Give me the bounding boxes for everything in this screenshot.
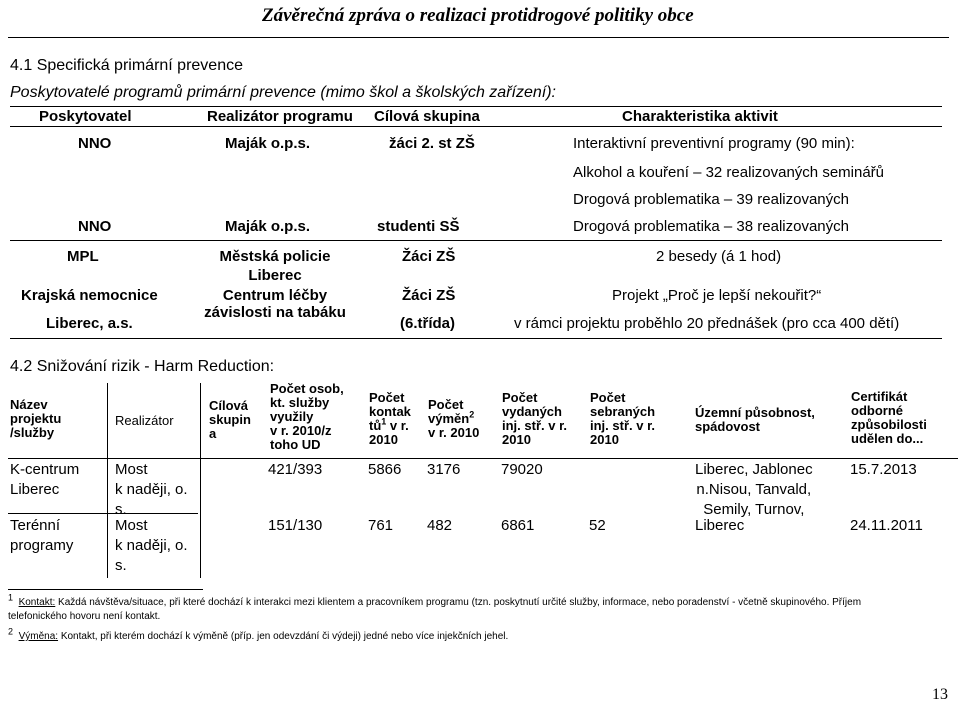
t41-row1-activity-2: Alkohol a kouření – 32 realizovaných seminářů [573, 164, 885, 181]
t42-col-exchanges: Počet výměn$^2$ v r. 2010 [428, 397, 480, 440]
t41-row2-provider: NNO [78, 218, 112, 235]
t42-row1-clients: 421/393 [268, 461, 323, 478]
section-41-subheading: Poskytovatelé programů primární prevence (mimo škol a školských zařízení): [10, 84, 556, 101]
t42-row2-cert: 24.11.2011 [850, 517, 923, 534]
t41-header-border [10, 126, 942, 127]
t42-row1-name: K-centrum Liberec [10, 461, 80, 498]
t42-row1-realizer: Most k naději, o. s. [115, 461, 188, 518]
t41-row3-activity: 2 besedy (á 1 hod) [656, 248, 782, 265]
t41-col-realizer: Realizátor programu [207, 108, 353, 125]
t41-col-activities: Charakteristika aktivit [622, 108, 778, 125]
t42-row2-contacts: 761 [368, 517, 394, 534]
t41-row2-target: studenti SŠ [377, 218, 460, 235]
t41-row2-realizer: Maják o.p.s. [225, 218, 311, 235]
t41-row1-target: žáci 2. st ZŠ [389, 135, 475, 152]
t41-row3-realizer-2: Liberec [248, 267, 302, 284]
t41-row2-activity: Drogová problematika – 38 realizovaných [573, 218, 849, 235]
t42-row2-issued: 6861 [501, 517, 535, 534]
t41-bottom-border [10, 338, 942, 339]
t42-col-territory: Územní působnost, spádovost [695, 405, 815, 434]
t42-col-contacts: Počet kontak $tů^1$ v r. 2010 [369, 390, 411, 447]
footnote-2: $^2$ Výměna: Kontakt, při kterém dochází k výměně (příp. jen odevzdání či výdeji) jedné nebo více injekčních jehel. [8, 626, 509, 642]
t42-row1-cert: 15.7.2013 [850, 461, 917, 478]
t42-header-border [8, 458, 958, 459]
section-41-heading: 4.1 Specifická primární prevence [10, 57, 243, 74]
t42-col-target: Cílová skupin a [209, 398, 251, 441]
t42-row1-contacts: 5866 [368, 461, 402, 478]
t41-row3-target: Žáci ZŠ [402, 248, 456, 265]
t41-row4-activity-2: v rámci projektu proběhlo 20 přednášek (pro cca 400 dětí) [514, 315, 900, 332]
t42-col-name: Název projektu /služby [10, 397, 62, 440]
section-42-heading: 4.2 Snižování rizik - Harm Reduction: [10, 358, 275, 375]
page-number: 13 [932, 686, 948, 703]
t42-col-clients: Počet osob, kt. služby využily v r. 2010/z toho UD [270, 381, 344, 452]
t42-row1-exchanges: 3176 [427, 461, 461, 478]
header-rule [8, 37, 949, 38]
t42-row2-name: Terénní programy [10, 517, 74, 554]
report-title: Závěrečná zpráva o realizaci protidrogové politiky obce [262, 5, 694, 26]
t41-col-target: Cílová skupina [374, 108, 480, 125]
t42-row2-exchanges: 482 [427, 517, 453, 534]
t41-row4-activity-1: Projekt „Proč je lepší nekouřit?“ [612, 287, 822, 304]
t42-row-border [8, 513, 198, 514]
t41-row4-realizer-2: závislosti na tabáku [204, 304, 346, 321]
t42-row1-issued: 79020 [501, 461, 543, 478]
t42-row1-territory: Liberec, Jablonec n.Nisou, Tanvald, Semily, Turnov, [695, 461, 813, 518]
t41-top-border [10, 106, 942, 107]
t42-col-realizer: Realizátor [115, 413, 174, 428]
t42-row2-realizer: Most k naději, o. s. [115, 517, 188, 574]
t41-row1-activity-1: Interaktivní preventivní programy (90 min): [573, 135, 855, 152]
t41-row1-provider: NNO [78, 135, 112, 152]
t42-col-issued: Počet vydaných inj. stř. v r. 2010 [502, 390, 568, 447]
t41-row1-activity-3: Drogová problematika – 39 realizovaných [573, 191, 849, 208]
footnote-1-cont: telefonického hovoru není kontakt. [8, 611, 161, 622]
t41-row4-target-1: Žáci ZŠ [402, 287, 456, 304]
t42-col-collected: Počet sebraných inj. stř. v r. 2010 [590, 390, 656, 447]
t41-row4-target-2: (6.třída) [400, 315, 456, 332]
t41-row1-realizer: Maják o.p.s. [225, 135, 311, 152]
t41-row4-realizer-1: Centrum léčby [222, 287, 328, 304]
t42-row2-clients: 151/130 [268, 517, 323, 534]
t42-divider-2 [200, 383, 201, 578]
t42-row2-collected: 52 [589, 517, 606, 534]
t41-row4-provider-2: Liberec, a.s. [46, 315, 133, 332]
t42-divider-1 [107, 383, 108, 578]
footnote-1: $^1$ Kontakt: Každá návštěva/situace, při které dochází k interakci mezi klientem a pracovníkem programu (tzn. poskytnutí určité služby, informace, nebo poradenství - včetně skupinového. Příjem [8, 592, 862, 608]
t41-row3-provider: MPL [67, 248, 99, 265]
t42-col-cert: Certifikát odborné způsobilosti udělen do... [851, 389, 927, 446]
t41-section-border [10, 240, 942, 241]
t42-row2-territory: Liberec [695, 517, 745, 534]
t41-row4-provider-1: Krajská nemocnice [21, 287, 158, 304]
t41-row3-realizer-1: Městská policie [219, 248, 331, 265]
t41-col-provider: Poskytovatel [39, 108, 132, 125]
footnote-rule [8, 589, 203, 590]
